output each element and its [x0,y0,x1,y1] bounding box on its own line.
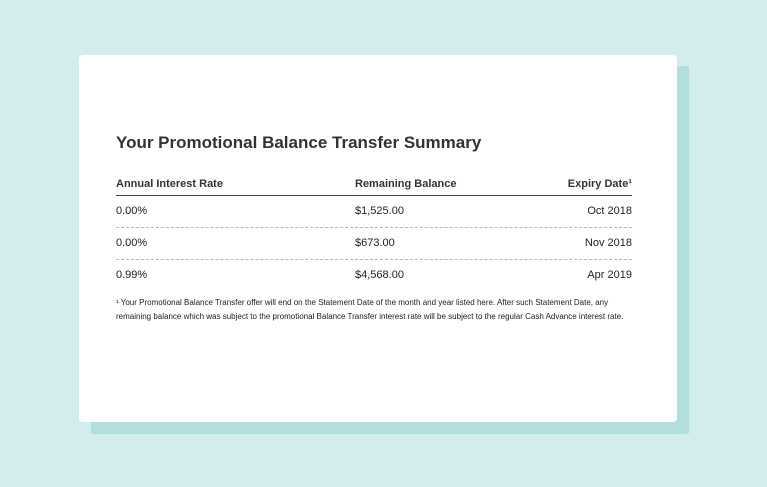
table-header-row [116,176,632,196]
summary-card [79,55,677,422]
column-header-expiry: Expiry Date¹ [567,178,632,190]
column-header-balance: Remaining Balance [355,178,457,190]
expiry-cell: Nov 2018 [584,237,632,249]
table-row [116,260,632,291]
summary-table [116,176,632,291]
balance-cell: $1,525.00 [355,205,404,217]
balance-cell: $673.00 [355,237,395,249]
rate-cell: 0.00% [116,205,148,217]
summary-title: Your Promotional Balance Transfer Summary [116,133,482,152]
table-row [116,196,632,228]
rate-cell: 0.00% [116,237,148,249]
expiry-cell: Apr 2019 [587,269,632,281]
expiry-footnote: ¹ Your Promotional Balance Transfer offer will end on the Statement Date of the month and year listed here. After such Statement Date, any remaining balance which was subject to the promotional Balance Transfer interest rate will be subject to the regular Cash Advance interest rate. [116,298,624,321]
table-row [116,228,632,260]
expiry-cell: Oct 2018 [587,205,632,217]
column-header-rate: Annual Interest Rate [116,178,223,190]
balance-cell: $4,568.00 [355,269,404,281]
rate-cell: 0.99% [116,269,148,281]
